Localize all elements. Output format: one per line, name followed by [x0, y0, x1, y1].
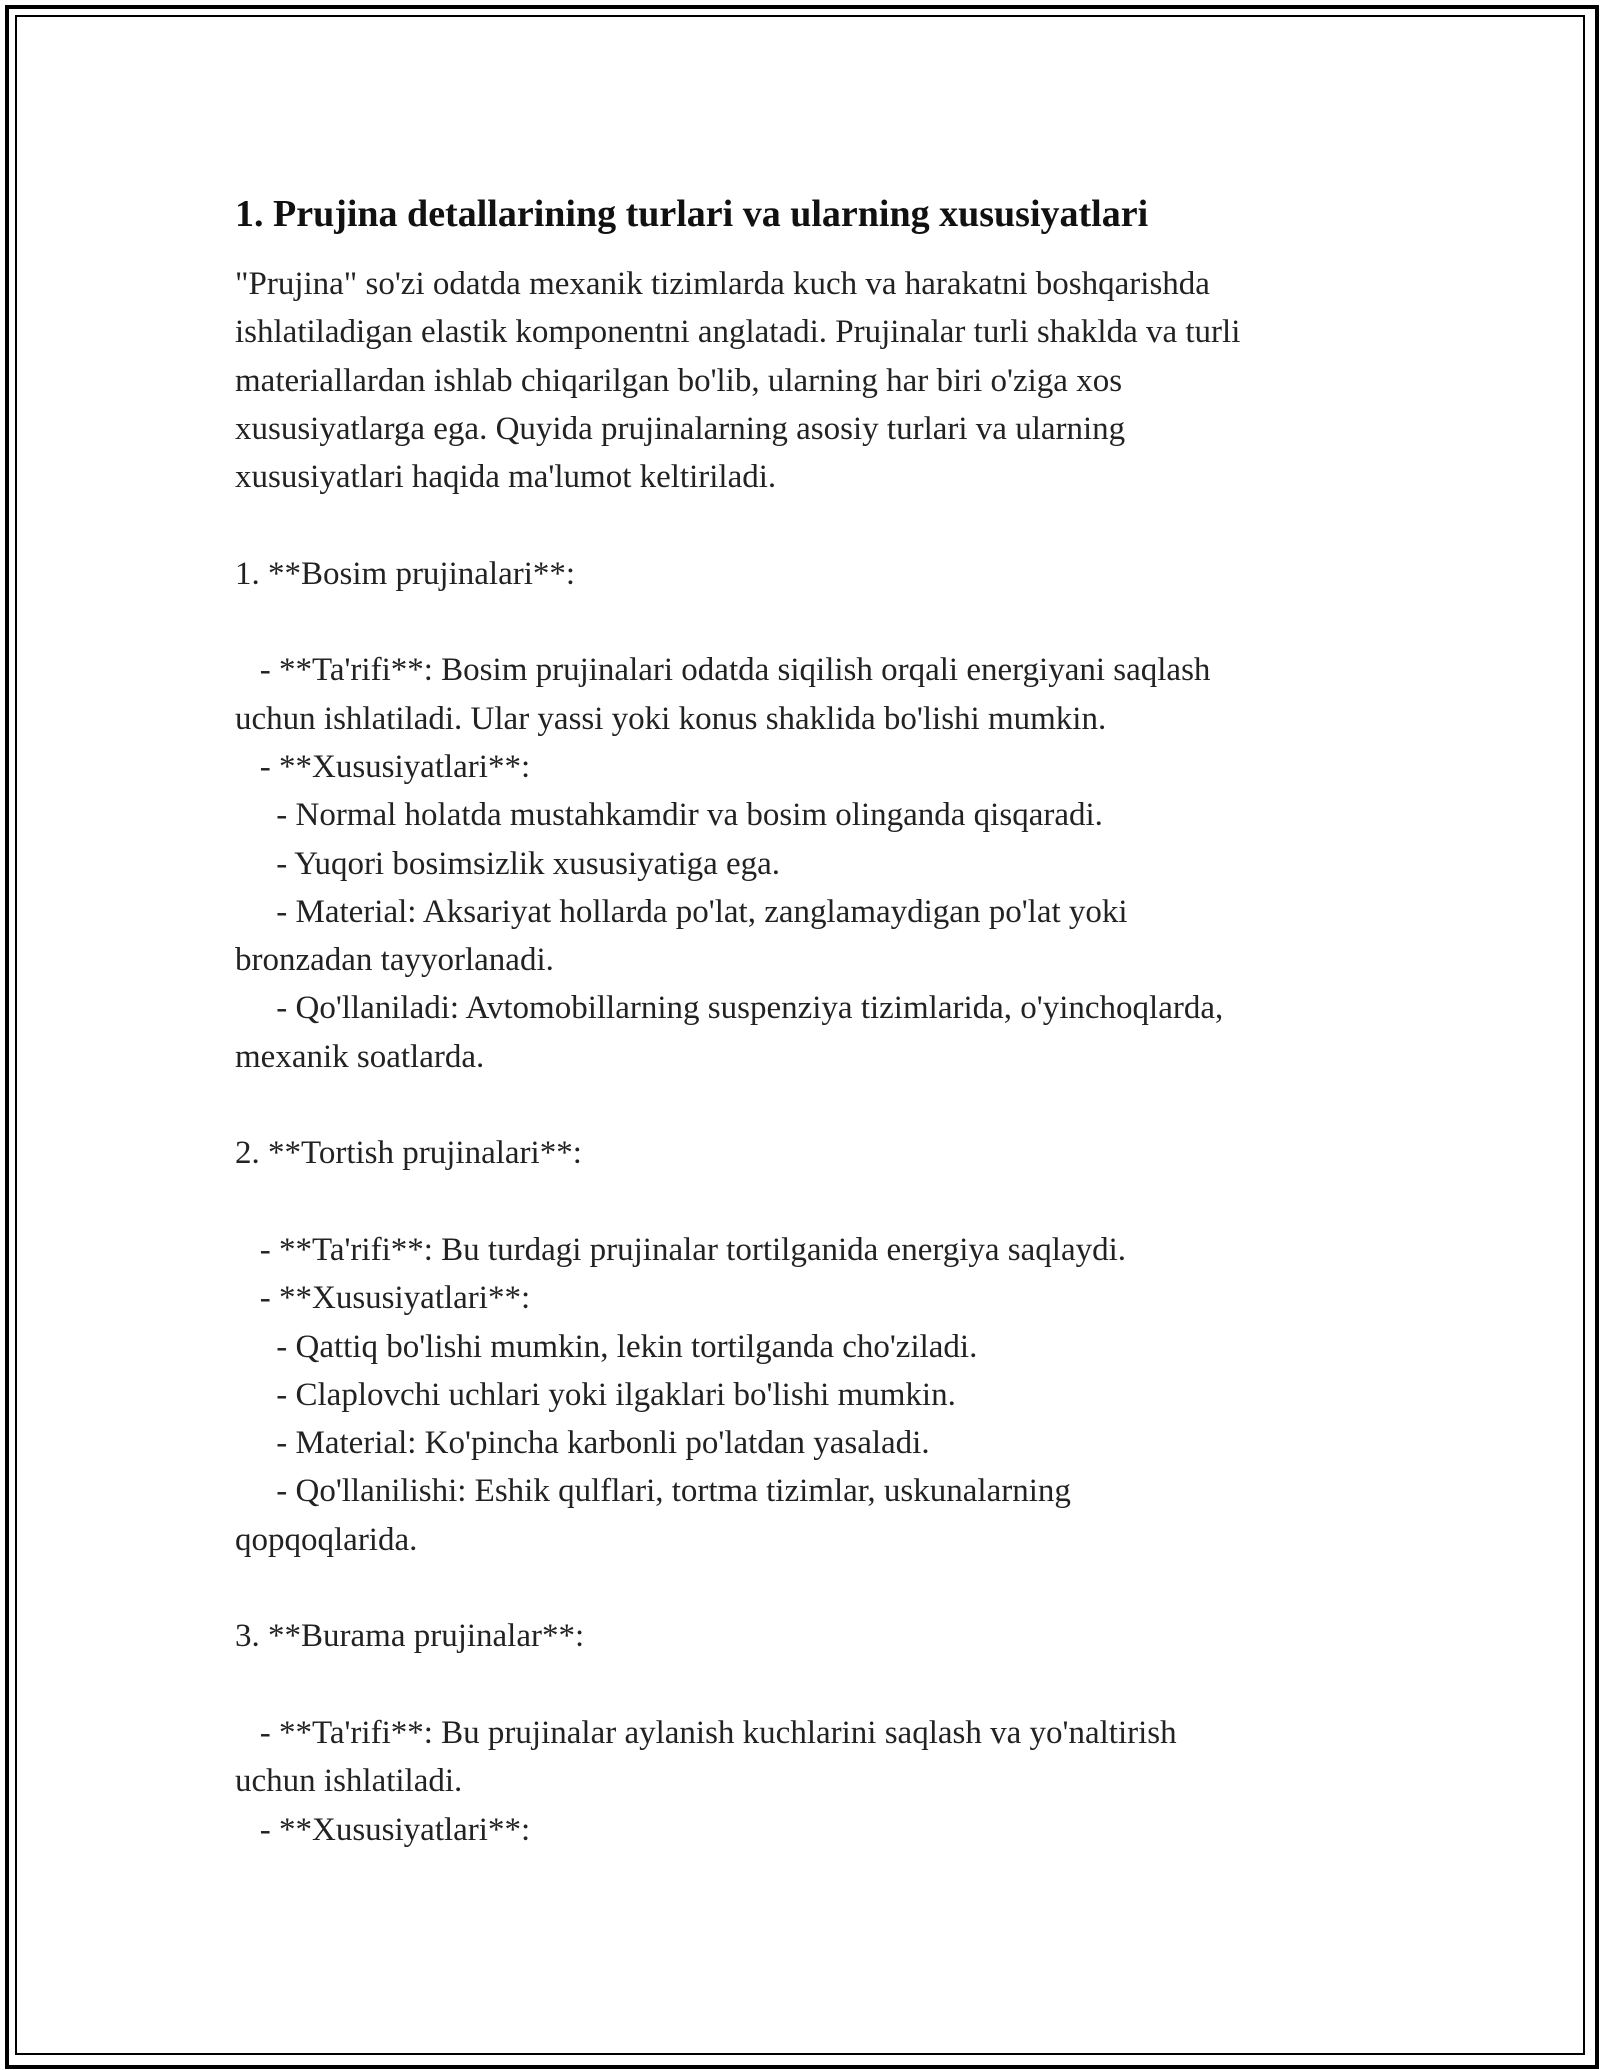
- list-item: - Material: Aksariyat hollarda po'lat, zanglamaydigan po'lat yoki: [235, 893, 1128, 930]
- list-item: - Claplovchi uchlari yoki ilgaklari bo'lishi mumkin.: [235, 1376, 956, 1413]
- blank-line: [235, 1661, 1375, 1709]
- list-item: - **Ta'rifi**: Bu prujinalar aylanish kuchlarini saqlash va yo'naltirish: [235, 1714, 1177, 1751]
- section-heading-tortish: 2. **Tortish prujinalari**:: [235, 1135, 582, 1172]
- list-item: - Yuqori bosimsizlik xususiyatiga ega.: [235, 845, 781, 882]
- document-body: [235, 188, 1375, 1854]
- list-item: - **Xususiyatlari**:: [235, 1280, 531, 1317]
- list-item: uchun ishlatiladi.: [235, 1763, 463, 1800]
- list-item: - Qattiq bo'lishi mumkin, lekin tortilganda cho'ziladi.: [235, 1328, 978, 1365]
- blank-line: [235, 1081, 1375, 1129]
- section-heading-bosim: 1. **Bosim prujinalari**:: [235, 555, 576, 592]
- document-title: 1. Prujina detallarining turlari va ularning xususiyatlari: [235, 193, 1149, 235]
- blank-line: [235, 1178, 1375, 1226]
- intro-line: ishlatiladigan elastik komponentni anglatadi. Prujinalar turli shaklda va turli: [235, 314, 1241, 351]
- spring-types-list: [235, 550, 1375, 1854]
- list-item: - **Xususiyatlari**:: [235, 1811, 531, 1848]
- list-item: - **Ta'rifi**: Bu turdagi prujinalar tortilganida energiya saqlaydi.: [235, 1231, 1127, 1268]
- intro-line: xususiyatlarga ega. Quyida prujinalarning asosiy turlari va ularning: [235, 410, 1126, 447]
- blank-line: [235, 598, 1375, 646]
- list-item: - Material: Ko'pincha karbonli po'latdan yasaladi.: [235, 1425, 930, 1462]
- section-heading-burama: 3. **Burama prujinalar**:: [235, 1618, 585, 1655]
- list-item: bronzadan tayyorlanadi.: [235, 942, 554, 979]
- intro-paragraph: [235, 260, 1375, 501]
- intro-line: materiallardan ishlab chiqarilgan bo'lib, ularning har biri o'ziga xos: [235, 362, 1123, 399]
- list-item: - **Ta'rifi**: Bosim prujinalari odatda siqilish orqali energiyani saqlash: [235, 652, 1211, 689]
- list-item: uchun ishlatiladi. Ular yassi yoki konus shaklida bo'lishi mumkin.: [235, 700, 1107, 737]
- list-item: mexanik soatlarda.: [235, 1038, 485, 1075]
- list-item: - Normal holatda mustahkamdir va bosim olinganda qisqaradi.: [235, 797, 1103, 834]
- intro-line: xususiyatlari haqida ma'lumot keltiriladi.: [235, 459, 777, 496]
- list-item: qopqoqlarida.: [235, 1521, 418, 1558]
- list-item: - Qo'llanilishi: Eshik qulflari, tortma tizimlar, uskunalarning: [235, 1473, 1071, 1510]
- intro-line: "Prujina" so'zi odatda mexanik tizimlarda kuch va harakatni boshqarishda: [235, 266, 1210, 302]
- list-item: - **Xususiyatlari**:: [235, 748, 531, 785]
- blank-line: [235, 1564, 1375, 1612]
- list-item: - Qo'llaniladi: Avtomobillarning suspenziya tizimlarida, o'yinchoqlarda,: [235, 990, 1224, 1027]
